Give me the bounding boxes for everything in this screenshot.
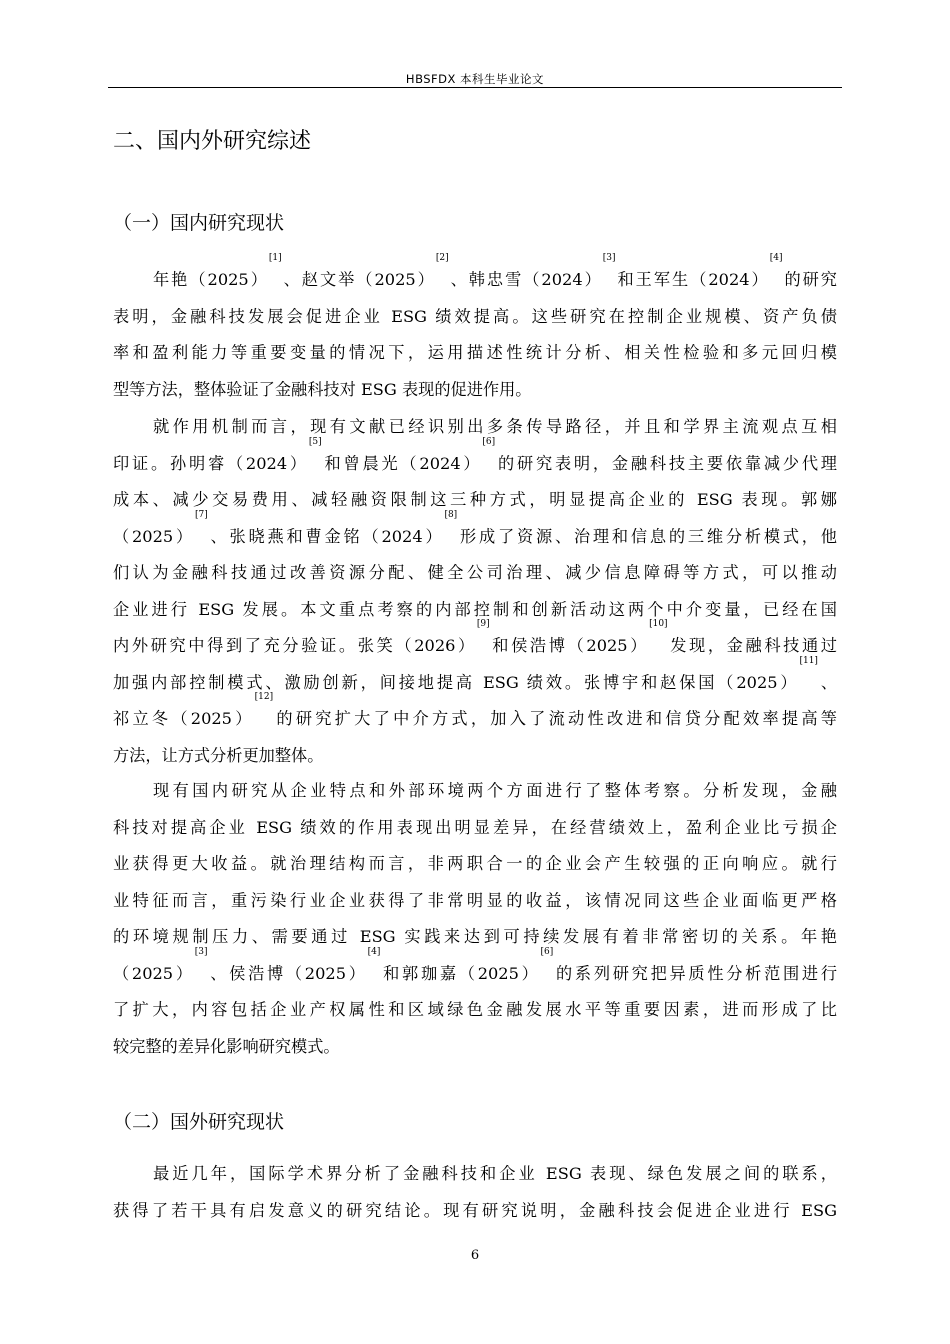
text-segment: 的系列研究把异质性分析范围进行	[553, 963, 838, 983]
text-segment: 的研究	[782, 270, 837, 289]
text-segment: 了扩大，内容包括企业产权属性和区域绿色金融发展水平等重要因素，进而形成了比	[113, 1000, 837, 1019]
text-line	[113, 992, 837, 1029]
citation-mark: [3]	[602, 253, 616, 263]
text-segment: 和郭珈嘉（2025）	[380, 963, 541, 983]
citation-mark: [4]	[367, 946, 381, 957]
subsection-title-domestic: （一）国内研究现状	[113, 212, 285, 234]
text-segment: 表明，金融科技发展会促进企业 ESG 绩效提高。这些研究在控制企业规模、资产负债	[113, 306, 837, 326]
text-line	[113, 299, 837, 336]
text-segment: 、张晓燕和曹金铭（2024）	[207, 526, 445, 546]
text-segment: 成本、减少交易费用、减轻融资限制这三种方式，明显提高企业的 ESG 表现。郭娜	[113, 490, 837, 509]
citation-mark: [9]	[476, 619, 490, 629]
text-line	[113, 1193, 837, 1230]
text-line	[113, 436, 837, 483]
text-segment: 祁立冬（2025）	[113, 709, 255, 728]
text-segment: 企业进行 ESG 发展。本文重点考察的内部控制和创新活动这两个中介变量，已经在国	[113, 599, 837, 619]
text-segment: 内外研究中得到了充分验证。张笑（2026）	[113, 636, 477, 655]
text-segment: 的研究表明，金融科技主要依靠减少代理	[495, 453, 837, 473]
text-line	[113, 692, 837, 738]
text-segment: 、侯浩博（2025）	[207, 963, 368, 983]
text-segment: 科技对提高企业 ESG 绩效的作用表现出明显差异，在经营绩效上，盈利企业比亏损企	[113, 817, 837, 837]
text-line	[113, 655, 838, 702]
running-header: HBSFDX 本科生毕业论文	[405, 72, 545, 86]
section-title: 二、国内外研究综述	[113, 129, 312, 154]
text-segment: （2025）	[113, 526, 195, 546]
text-line	[113, 946, 838, 993]
citation-mark: [4]	[769, 253, 783, 263]
text-segment: 和曾晨光（2024）	[321, 453, 483, 473]
text-segment: 业获得更大收益。就治理结构而言，非两职合一的企业会产生较强的正向响应。就行	[113, 854, 837, 873]
text-line	[113, 1029, 837, 1066]
citation-mark: [12]	[254, 692, 274, 702]
text-line	[113, 919, 837, 956]
paragraph-2	[113, 409, 837, 774]
text-line	[113, 883, 837, 920]
page-number: 6	[470, 1248, 480, 1263]
text-segment: 形成了资源、治理和信息的三维分析模式，他	[457, 526, 837, 546]
text-segment: 加强内部控制模式、激励创新，间接地提高 ESG 绩效。张博宇和赵保国（2025）	[113, 672, 800, 692]
text-segment: 的环境规制压力、需要通过 ESG 实践来达到可持续发展有着非常密切的关系。年艳	[113, 927, 837, 946]
subsection-title-foreign: （二）国外研究现状	[113, 1111, 285, 1133]
citation-mark: [3]	[194, 946, 208, 957]
text-segment: 现有国内研究从企业特点和外部环境两个方面进行了整体考察。分析发现，金融	[153, 781, 837, 800]
text-segment: 方法，让方式分析更加整体。	[113, 745, 324, 765]
text-line	[113, 738, 837, 775]
text-segment: 就作用机制而言，现有文献已经识别出多条传导路径，并且和学界主流观点互相	[153, 417, 837, 436]
text-segment: 们认为金融科技通过改善资源分配、健全公司治理、减少信息障碍等方式，可以推动	[113, 563, 837, 582]
citation-mark: [8]	[444, 509, 458, 520]
text-segment: 发现，金融科技通过	[667, 636, 837, 655]
citation-mark: [1]	[268, 253, 282, 263]
text-line	[113, 555, 837, 592]
citation-mark: [2]	[435, 253, 449, 263]
text-line	[113, 592, 837, 629]
text-line	[113, 335, 837, 372]
paragraph-4	[113, 1156, 837, 1229]
citation-mark: [11]	[799, 655, 818, 666]
text-line	[113, 1156, 837, 1193]
text-segment: 的研究扩大了中介方式，加入了流动性改进和信贷分配效率提高等	[273, 709, 837, 728]
text-segment: 率和盈利能力等重要变量的情况下，运用描述性统计分析、相关性检验和多元回归模	[113, 343, 837, 362]
text-segment: 获得了若干具有启发意义的研究结论。现有研究说明，金融科技会促进企业进行 ESG	[113, 1200, 837, 1220]
text-line	[113, 372, 837, 409]
citation-mark: [6]	[482, 436, 496, 447]
text-line	[113, 482, 837, 519]
text-segment: 年艳（2025）	[153, 270, 269, 289]
text-line	[113, 846, 837, 883]
text-line	[113, 619, 837, 665]
header-rule	[108, 87, 842, 88]
citation-mark: [5]	[308, 436, 322, 447]
citation-mark: [10]	[649, 619, 668, 629]
text-line	[113, 509, 837, 556]
citation-mark: [6]	[540, 946, 554, 957]
text-segment: 印证。孙明睿（2024）	[113, 453, 309, 473]
paragraph-1	[113, 253, 837, 408]
text-segment: 和王军生（2024）	[615, 270, 770, 289]
text-segment: 、韩忠雪（2024）	[448, 270, 603, 289]
text-line	[113, 253, 837, 299]
text-segment: 、	[817, 672, 838, 692]
text-segment: 型等方法，整体验证了金融科技对 ESG 表现的促进作用。	[113, 379, 532, 399]
text-segment: 最近几年，国际学术界分析了金融科技和企业 ESG 表现、绿色发展之间的联系，	[153, 1164, 837, 1183]
text-segment: （2025）	[113, 963, 195, 983]
text-segment: 和侯浩博（2025）	[489, 636, 650, 655]
text-line	[113, 810, 837, 847]
text-line	[113, 409, 837, 446]
citation-mark: [7]	[194, 509, 208, 520]
text-segment: 业特征而言，重污染行业企业获得了非常明显的收益，该情况同这些企业面临更严格	[113, 890, 837, 910]
text-line	[113, 773, 837, 810]
paragraph-3	[113, 773, 837, 1065]
text-segment: 、赵文举（2025）	[281, 270, 436, 289]
text-segment: 较完整的差异化影响研究模式。	[113, 1036, 340, 1056]
